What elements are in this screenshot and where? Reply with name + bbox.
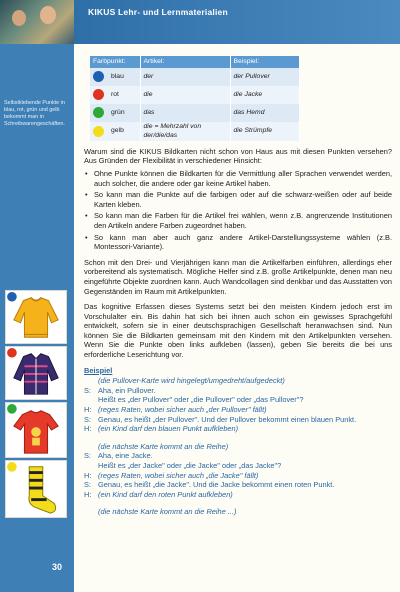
green-dot-icon	[93, 107, 104, 118]
header-photo	[0, 0, 74, 44]
header-beispiel: Beispiel:	[230, 56, 300, 68]
shirt-icon	[5, 402, 67, 458]
socks-icon	[5, 460, 67, 518]
sweater-icon	[5, 290, 67, 344]
reasons-list	[84, 169, 392, 252]
dialog-line: Heißt es „der Pullover" oder „die Pullover" oder „das Pullover"?	[98, 395, 304, 405]
list-item: • So kann man aber auch ganz andere Artikel-Darstellungssysteme wählen (z.B. Montessori-Variante).	[84, 233, 392, 252]
dialog-line: S: Aha, eine Jacke.	[84, 451, 153, 461]
header-farbpunkt: Farbpunkt:	[90, 56, 140, 68]
dialog-line: S: Aha, ein Pullover.	[84, 385, 156, 395]
sidebar	[0, 0, 74, 592]
table-row: grün das das Hemd	[90, 104, 300, 122]
dialog-line: (die Pullover-Karte wird hingelegt/umgedreht/aufgedeckt)	[98, 376, 285, 386]
page-number: 30	[52, 562, 63, 572]
table-row: rot die die Jacke	[90, 86, 300, 104]
yellow-dot-icon	[93, 126, 104, 137]
table-row: gelb die = Mehrzahl von der/die/das die Strümpfe	[90, 122, 300, 141]
example-heading: Beispiel	[84, 365, 113, 375]
dialog-line: (die nächste Karte kommt an die Reihe ...)	[98, 507, 237, 517]
red-dot-icon	[93, 89, 104, 100]
list-item: • So kann man die Punkte auf die farbigen oder auf die schwarz-weißen oder auf beide Karten kleben.	[84, 190, 392, 209]
jacket-icon	[5, 346, 67, 400]
sidebar-note: Selbstklebende Punkte in blau, rot, grün und gelb bekommt man in Schreibwarengeschäften.	[4, 100, 65, 127]
dialog-line: H: (reges Raten, wobei sicher auch „die Jacke" fällt)	[84, 470, 259, 480]
blue-dot-icon	[93, 71, 104, 82]
table-row: blau der der Pullover	[90, 68, 300, 86]
dialog-line: (die nächste Karte kommt an die Reihe)	[98, 441, 229, 451]
dialog-line: H: (ein Kind darf den roten Punkt aufkleben)	[84, 489, 233, 499]
paragraph-3: Das kognitive Erfassen dieses Systems setzt bei den meisten Kindern jedoch erst im Vorschulalter ein. Bis dahin hat sich bei ihnen auch schon ein gewisses Sprachgefühl entwickelt, sofern sie in einer deutschsprachigen Gesellschaft heranwachsen sind. Nun können Sie die Bildkarten gemeinsam mit den Kindern mit den Artikelpunkten versehen. Wenn Sie die Punkte oben links aufkleben (lassen), geben Sie bereits die bei uns erforderliche Leserichtung vor.	[84, 302, 392, 360]
article-color-table	[90, 56, 300, 141]
header-artikel: Artikel:	[140, 56, 230, 68]
intro-paragraph: Warum sind die KIKUS Bildkarten nicht schon von Haus aus mit diesen Punkten versehen? Aus Gründen der Flexibilität in verschiedener Hinsicht:	[84, 146, 392, 166]
header-bar	[74, 0, 400, 44]
dialog-line: S: Genau, es heißt „die Jacke". Und die Jacke bekommt einen roten Punkt.	[84, 480, 335, 490]
dialog-line: H: (ein Kind darf den blauen Punkt aufkleben)	[84, 424, 239, 434]
example-dialog	[84, 376, 392, 517]
dialog-line: S: Genau, es heißt „der Pullover". Und der Pullover bekommt einen blauen Punkt.	[84, 414, 357, 424]
list-item: • Ohne Punkte können die Bildkarten für die Vermittlung aller Sprachen verwendet werden, auch solcher, die andere oder gar keine Artikel haben.	[84, 169, 392, 188]
dialog-line: H: (reges Raten, wobei sicher auch „der Pullover" fällt)	[84, 405, 267, 415]
page-title: KIKUS Lehr- und Lernmaterialien	[88, 7, 228, 17]
main-content	[84, 56, 392, 517]
paragraph-2: Schon mit den Drei- und Vierjährigen kann man die Artikelfarben einführen, allerdings eher vorbereitend als systematisch. Mögliche Helfer sind z.B. große Artikelpunkte, denen man neu eingeführte Objekte zuordnen kann. Auch Wandcollagen sind denkbar und das Ausstatten von Gegenständen im Raum mit Artikelpunkten.	[84, 257, 392, 296]
list-item: • So kann man die Farben für die Artikel frei wählen, wenn z.B. angrenzende Institutionen den Artikeln andere Farben zugeordnet haben.	[84, 211, 392, 230]
dialog-line: Heißt es „der Jacke" oder „die Jacke" oder „das Jacke"?	[98, 461, 282, 470]
